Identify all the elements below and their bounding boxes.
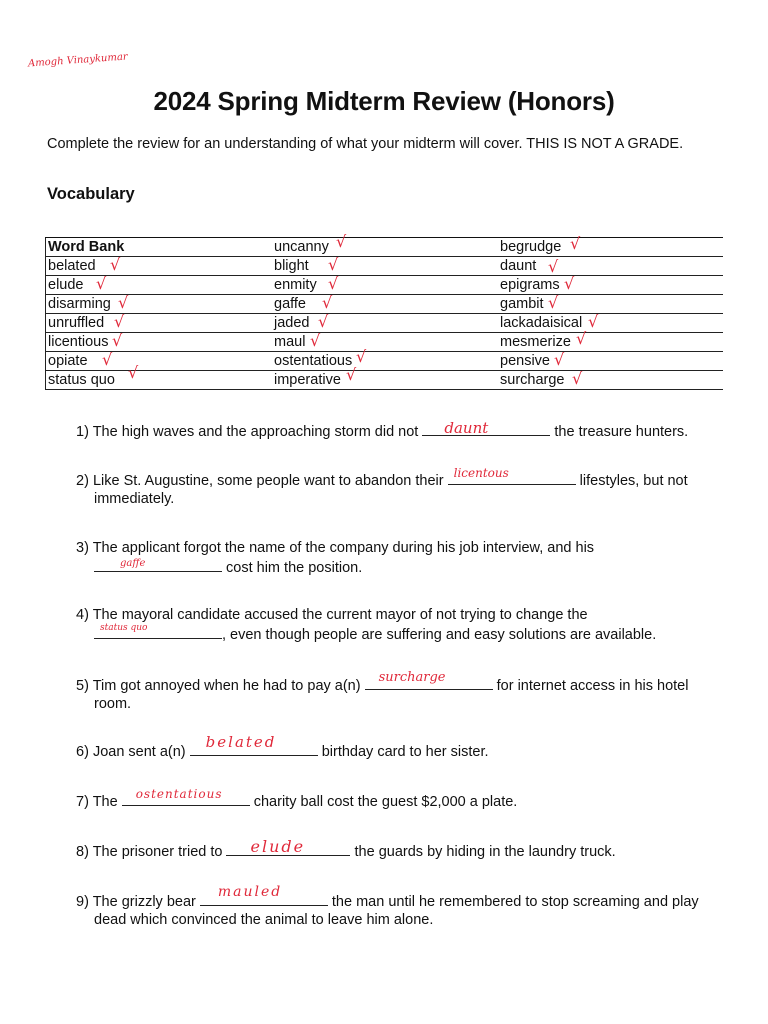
word-text: opiate [48, 353, 88, 369]
handwritten-answer: belated [205, 733, 277, 751]
question-8 [76, 837, 726, 861]
question-text-before: Like St. Augustine, some people want to abandon their [92, 473, 448, 489]
student-name-handwritten: Amogh Vinaykumar [27, 51, 128, 70]
check-mark-icon: √ [114, 312, 125, 331]
question-text-after: charity ball cost the guest $2,000 a plate. [249, 794, 518, 810]
word-cell [272, 333, 498, 352]
word-text: ostentatious [274, 353, 353, 369]
word-cell [498, 257, 723, 276]
word-cell [498, 234, 723, 257]
check-mark-icon: √ [548, 293, 559, 312]
word-text: unruffled [48, 315, 105, 331]
question-number: 3) [76, 540, 89, 556]
word-text: daunt [500, 258, 537, 274]
word-text: blight [274, 258, 309, 274]
table-row [46, 371, 724, 390]
word-text: gambit [500, 296, 544, 312]
word-cell [498, 329, 723, 352]
check-mark-icon: √ [102, 350, 113, 369]
answer-blank[interactable] [365, 670, 493, 690]
table-row [46, 314, 724, 333]
check-mark-icon: √ [328, 274, 339, 293]
word-cell [272, 295, 498, 314]
word-text: maul [274, 334, 306, 350]
word-text: begrudge [500, 239, 562, 255]
word-cell [498, 371, 723, 390]
question-2 [76, 466, 726, 508]
answer-blank[interactable] [422, 421, 550, 436]
question-number: 4) [76, 607, 89, 623]
question-text-before: Joan sent a(n) [92, 744, 190, 760]
question-text-continued: immediately. [94, 491, 175, 507]
handwritten-answer: status quo [100, 623, 148, 633]
check-mark-icon: √ [548, 257, 559, 276]
word-cell [46, 276, 273, 295]
word-text: uncanny [274, 239, 329, 255]
question-text-after: the treasure hunters. [550, 424, 689, 440]
word-text: jaded [274, 315, 310, 331]
word-text: elude [48, 277, 84, 293]
word-text: surcharge [500, 372, 565, 388]
answer-blank[interactable] [122, 787, 250, 806]
check-mark-icon: √ [328, 255, 339, 274]
handwritten-answer: gaffe [120, 558, 146, 569]
question-4 [76, 606, 726, 644]
answer-blank[interactable] [190, 733, 318, 756]
word-text: licentious [48, 334, 109, 350]
handwritten-answer: elude [250, 837, 306, 856]
check-mark-icon: √ [112, 331, 123, 350]
question-text-before: The prisoner tried to [92, 844, 227, 860]
table-row [46, 238, 724, 257]
word-cell [272, 314, 498, 333]
question-text-continued: room. [94, 696, 132, 712]
answer-blank[interactable] [94, 557, 222, 572]
check-mark-icon: √ [356, 347, 367, 366]
vocabulary-heading: Vocabulary [47, 185, 135, 203]
question-text-before: The mayoral candidate accused the current mayor of not trying to change the [92, 607, 588, 623]
word-text: gaffe [274, 296, 306, 312]
table-row [46, 295, 724, 314]
word-cell [46, 295, 273, 314]
question-text-before: The grizzly bear [92, 894, 200, 910]
word-cell [272, 276, 498, 295]
handwritten-answer: ostentatious [135, 787, 223, 801]
question-9 [76, 884, 726, 929]
question-text-continued [76, 557, 726, 577]
check-mark-icon: √ [346, 365, 357, 384]
question-number: 5) [76, 678, 89, 694]
handwritten-answer: mauled [217, 884, 283, 900]
question-5 [76, 670, 726, 713]
check-mark-icon: √ [310, 331, 321, 350]
word-cell [46, 333, 273, 352]
word-cell [272, 365, 498, 390]
word-text: epigrams [500, 277, 560, 293]
word-cell [272, 232, 498, 257]
word-text: enmity [274, 277, 317, 293]
table-row [46, 333, 724, 352]
word-text: imperative [274, 372, 341, 388]
question-number: 1) [76, 424, 89, 440]
check-mark-icon: √ [572, 369, 583, 388]
page-title: 2024 Spring Midterm Review (Honors) [153, 86, 615, 116]
word-cell [46, 352, 273, 371]
check-mark-icon: √ [588, 312, 599, 331]
word-bank-table [45, 232, 723, 390]
answer-blank[interactable] [448, 466, 576, 485]
handwritten-answer: daunt [444, 419, 489, 437]
question-text-after: lifestyles, but not [575, 473, 688, 489]
handwritten-answer: licentous [453, 466, 509, 480]
check-mark-icon: √ [128, 363, 139, 382]
question-text-after: for internet access in his hotel [492, 678, 689, 694]
question-number: 9) [76, 894, 89, 910]
check-mark-icon: √ [570, 234, 581, 253]
word-cell [498, 295, 723, 314]
word-cell [272, 347, 498, 371]
question-text-continued [76, 624, 726, 644]
check-mark-icon: √ [96, 274, 107, 293]
check-mark-icon: √ [576, 329, 587, 348]
word-text: mesmerize [500, 334, 571, 350]
word-cell [498, 276, 723, 295]
word-text: belated [48, 258, 96, 274]
question-number: 8) [76, 844, 89, 860]
check-mark-icon: √ [322, 293, 333, 312]
question-text-after: birthday card to her sister. [317, 744, 489, 760]
question-number: 6) [76, 744, 89, 760]
table-row [46, 276, 724, 295]
question-text-after: the guards by hiding in the laundry truck. [350, 844, 616, 860]
word-cell [498, 314, 723, 333]
word-text: lackadaisical [500, 315, 583, 331]
handwritten-answer: surcharge [378, 670, 446, 685]
check-mark-icon: √ [564, 274, 575, 293]
check-mark-icon: √ [318, 312, 329, 331]
question-7 [76, 787, 726, 811]
word-cell [498, 352, 723, 371]
word-text: disarming [48, 296, 111, 312]
question-number: 2) [76, 473, 89, 489]
answer-blank[interactable] [200, 884, 328, 906]
question-number: 7) [76, 794, 89, 810]
word-text: status quo [48, 372, 115, 388]
word-cell [46, 314, 273, 333]
question-text-before: The high waves and the approaching storm did not [92, 424, 423, 440]
word-cell [46, 257, 273, 276]
question-text-before: Tim got annoyed when he had to pay a(n) [92, 678, 365, 694]
question-text-continued: dead which convinced the animal to leave him alone. [94, 912, 434, 928]
word-cell [46, 363, 273, 390]
question-text-before: The [92, 794, 122, 810]
question-6 [76, 733, 726, 761]
table-row [46, 257, 724, 276]
answer-blank[interactable] [226, 837, 350, 856]
question-1 [76, 421, 726, 441]
intro-text: Complete the review for an understanding of what your midterm will cover. THIS IS NOT A GRADE. [47, 136, 684, 152]
answer-blank[interactable] [94, 624, 222, 639]
check-mark-icon: √ [336, 232, 347, 251]
check-mark-icon: √ [118, 293, 129, 312]
check-mark-icon: √ [554, 350, 565, 369]
question-text-after: the man until he remembered to stop screaming and play [327, 894, 699, 910]
table-row [46, 352, 724, 371]
check-mark-icon: √ [110, 255, 121, 274]
word-bank-header: Word Bank [46, 238, 273, 257]
word-cell [272, 257, 498, 276]
question-text-before: The applicant forgot the name of the company during his job interview, and his [92, 540, 595, 556]
question-3 [76, 539, 726, 577]
question-text-after: , even though people are suffering and easy solutions are available. [222, 627, 657, 643]
word-text: pensive [500, 353, 550, 369]
question-text-after: cost him the position. [222, 560, 363, 576]
